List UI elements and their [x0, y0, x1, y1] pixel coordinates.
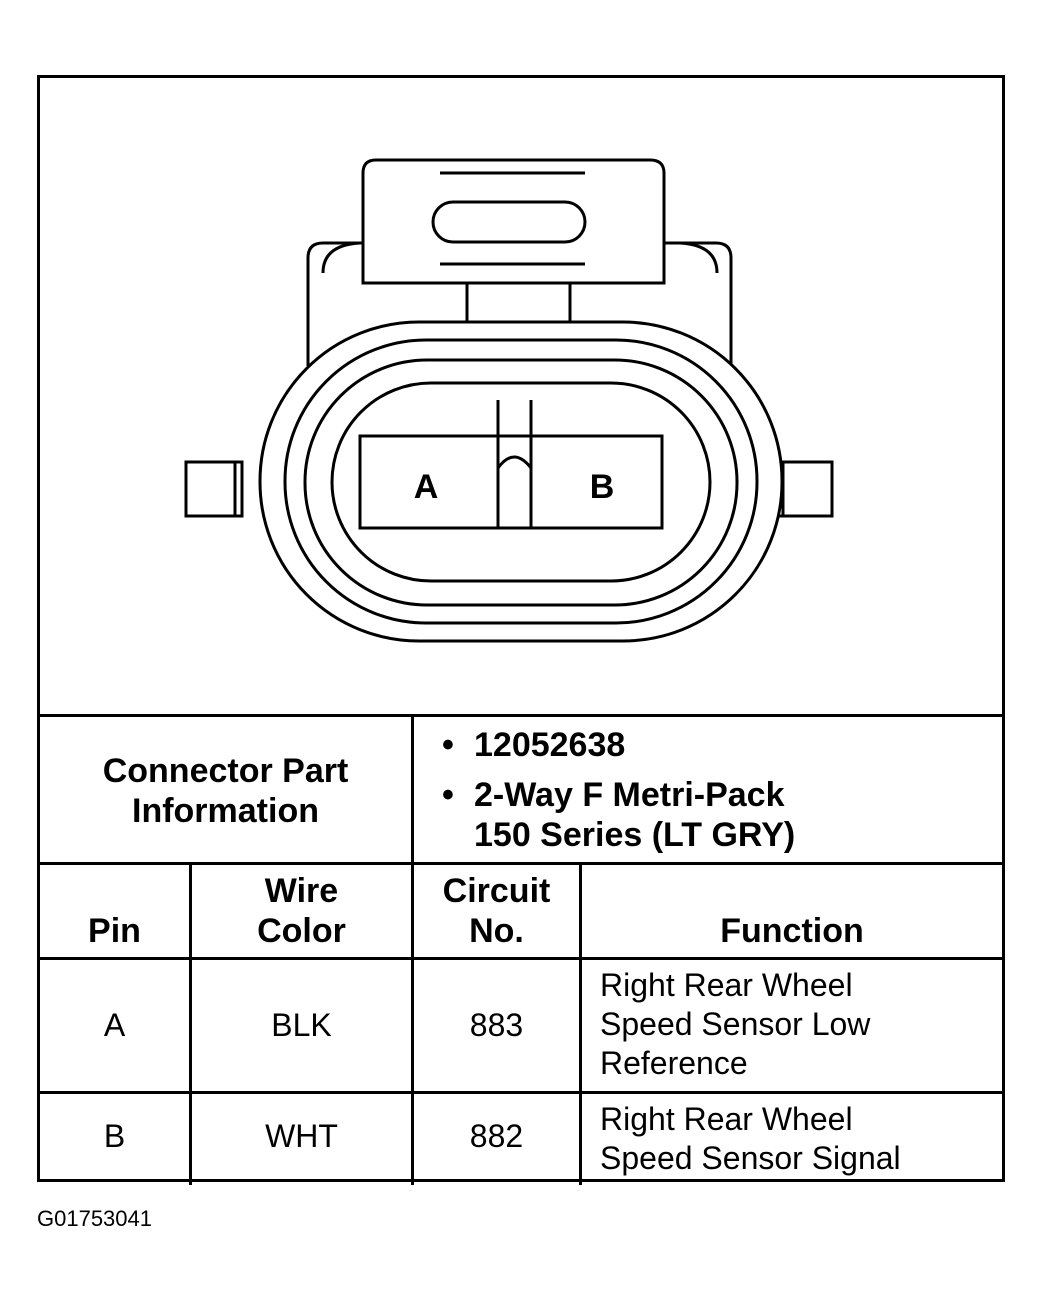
connector-chart-frame: [37, 75, 1005, 1182]
header-text: Circuit: [442, 872, 551, 910]
table-cell-wire-color: WHT: [265, 1118, 338, 1154]
description-item: [442, 775, 1002, 855]
bullet: •: [442, 726, 454, 764]
table-cell-circuit: 882: [469, 1118, 524, 1154]
header-pin: [40, 865, 189, 957]
table-cell-function: [582, 960, 1002, 1091]
function-line: Speed Sensor Signal: [600, 1140, 901, 1176]
connector-part-info-label: [40, 717, 411, 865]
info-label-line: Connector Part: [102, 752, 349, 790]
function-line: Right Rear Wheel: [600, 967, 853, 1003]
bullet: •: [442, 776, 454, 814]
connector-face-drawing: [40, 78, 1002, 714]
description-line: 150 Series (LT GRY): [474, 816, 796, 854]
function-line: Speed Sensor Low: [600, 1006, 871, 1042]
description-line: 2-Way F Metri-Pack: [474, 776, 785, 814]
table-cell-wire-color: BLK: [271, 1007, 332, 1043]
figure-id: G01753041: [37, 1206, 152, 1231]
header-text: Color: [257, 912, 346, 950]
table-cell-circuit: 883: [469, 1007, 524, 1043]
header-wire-color: [192, 865, 411, 957]
part-number-item: [442, 725, 1002, 765]
header-function: [582, 865, 1002, 957]
header-pin-text: Pin: [88, 912, 141, 950]
cavity-b-label: B: [589, 468, 615, 506]
table-cell-pin: A: [103, 1007, 126, 1043]
header-circuit-no: [414, 865, 579, 957]
cavity-a-label: A: [413, 468, 439, 506]
header-text: Wire: [264, 872, 339, 910]
header-text: No.: [469, 912, 524, 950]
table-cell-function: [582, 1094, 1002, 1179]
header-function-text: Function: [720, 912, 864, 950]
connector-part-info-list: [414, 717, 1002, 865]
part-number: 12052638: [474, 726, 626, 764]
function-line: Reference: [600, 1045, 748, 1081]
info-label-line: Information: [132, 792, 319, 830]
table-cell-pin: B: [103, 1118, 126, 1154]
function-line: Right Rear Wheel: [600, 1101, 853, 1137]
